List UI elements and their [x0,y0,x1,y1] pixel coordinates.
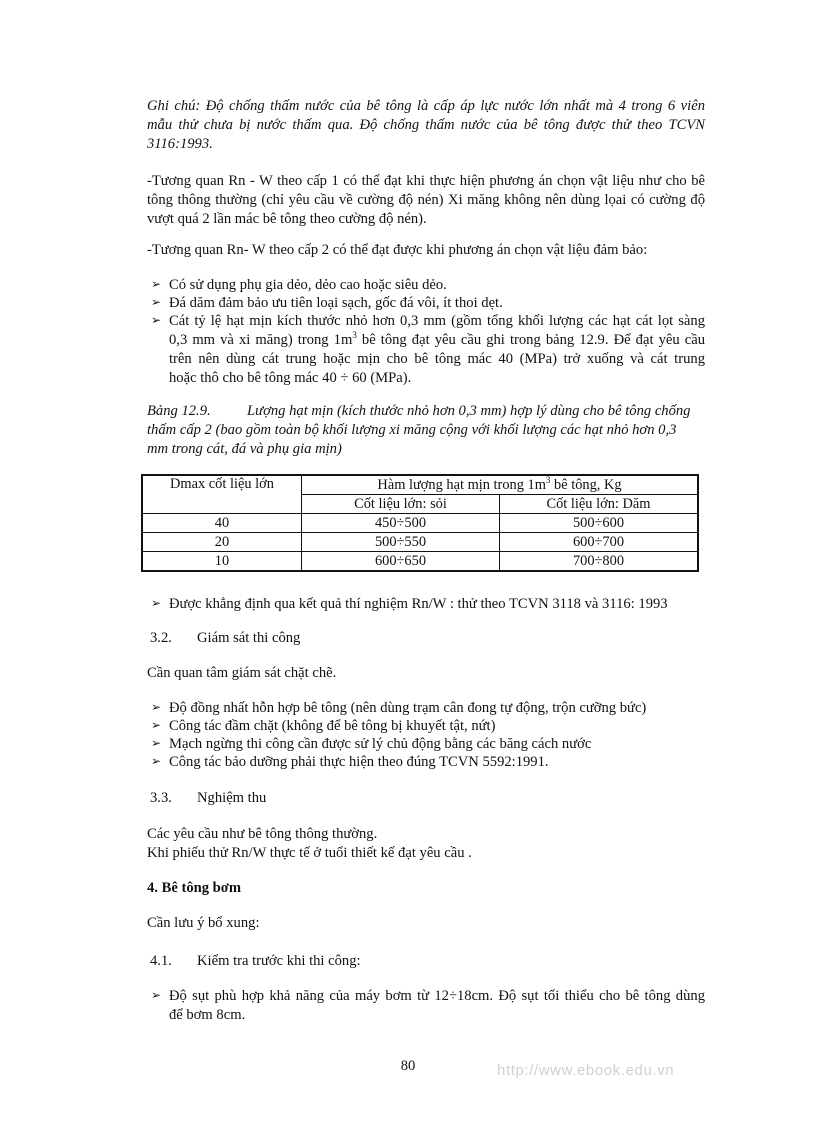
table-caption [147,402,705,459]
table-row [142,533,698,552]
table-header-cell: Dmax cốt liệu lớn [142,475,302,514]
paragraph-level2: -Tương quan Rn- W theo cấp 2 có thể đạt được khi phương án chọn vật liệu đảm bảo: [147,242,648,258]
paragraph: Cần quan tâm giám sát chặt chẽ. [147,665,337,681]
superscript: 3 [545,474,551,485]
caption-line: thấm cấp 2 (bao gồm toàn bộ khối lượng xi măng cộng với khối lượng các hạt nhỏ hơn 0,3 [147,422,677,438]
arrow-bullet-icon: ➢ [151,295,162,309]
arrow-bullet-icon: ➢ [151,277,162,291]
list-item-line: để bơm 8cm. [169,1007,246,1023]
paragraph-line: Các yêu cầu như bê tông thông thường. [147,826,378,842]
text-fragment: bê tông đạt yêu cầu ghi trong bảng 12.9. Để đạt yêu cầu [356,332,705,348]
section-number: 4 [147,880,155,896]
section-heading-4-1 [150,953,361,970]
paragraph-level1 [147,172,705,229]
arrow-bullet-icon: ➢ [151,736,162,750]
arrow-bullet-icon: ➢ [151,754,162,768]
section-title: Giám sát thi công [197,630,301,646]
list-item-text: Công tác đầm chặt (không để bê tông bị khuyết tật, nứt) [169,718,496,734]
paragraph-line: tông thông thường (chỉ yêu cầu về cường độ nén) Xi măng không nên dùng lọai có cường độ [147,192,705,208]
note-line: mẫu thử chưa bị nước thấm qua. Độ chống thấm nước của bê tông được thử theo TCVN [147,117,705,133]
fines-content-table [141,474,699,572]
text-fragment: bê tông, Kg [550,476,622,493]
table-cell: 20 [142,533,302,552]
watermark: http://www.ebook.edu.vn [497,1062,675,1079]
list-item-text: Đá dăm đảm bảo ưu tiên loại sạch, gốc đá vôi, ít thoi dẹt. [169,295,503,311]
section-title: Kiểm tra trước khi thi công: [197,953,361,969]
section-number: 3.2. [150,630,172,646]
list-item-continuation [169,331,705,388]
paragraph [147,825,472,863]
list-item-text: Công tác bảo dưỡng phải thực hiện theo đúng TCVN 5592:1991. [169,754,549,770]
note-paragraph [147,97,705,154]
caption-line: mm trong cát, đá và phụ gia mịn) [147,441,342,457]
arrow-bullet-icon: ➢ [151,596,162,610]
list-item-text: Độ sụt phù hợp khả năng của máy bơm từ 12÷18cm. Độ sụt tối thiểu cho bê tông dùng [169,988,705,1004]
page-number: 80 [400,1058,416,1074]
list-item-text: Độ đồng nhất hỗn hợp bê tông (nên dùng trạm cân đong tự động, trộn cưỡng bức) [169,700,647,716]
section-title: . Bê tông bơm [154,880,242,896]
table-cell: 600÷650 [302,552,500,572]
list-item-text: Có sử dụng phụ gia dẻo, dẻo cao hoặc siêu dẻo. [169,277,447,293]
section-number: 4.1. [150,953,172,969]
table-cell: 450÷500 [302,514,500,533]
table-cell: 500÷600 [500,514,699,533]
arrow-bullet-icon: ➢ [151,700,162,714]
section-title: Nghiệm thu [197,790,267,806]
table-header-cell: Cốt liệu lớn: Dăm [500,495,699,514]
superscript: 3 [352,330,357,341]
paragraph-line: Khi phiếu thử Rn/W thực tế ở tuổi thiết kế đạt yêu cầu . [147,845,472,861]
table-cell: 600÷700 [500,533,699,552]
table-cell: 500÷550 [302,533,500,552]
table-row [142,514,698,533]
list-item-line [169,331,705,350]
text-fragment: Hàm lượng hạt mịn trong 1m [377,476,546,493]
table-row [142,552,698,572]
caption-line [147,402,705,421]
list-item-text: Cát tỷ lệ hạt mịn kích thước nhỏ hơn 0,3 mm (gồm tổng khối lượng các hạt cát lọt sàng [169,313,705,329]
section-heading-4 [147,880,241,897]
table-cell: 40 [142,514,302,533]
table-cell: 700÷800 [500,552,699,572]
arrow-bullet-icon: ➢ [151,718,162,732]
caption-label: Bảng 12.9. [147,403,211,419]
table-header-row [142,475,698,495]
paragraph-line: vượt quá 2 lần mác bê tông theo cường độ nén). [147,211,427,227]
note-line: 3116:1993. [147,136,213,152]
paragraph: Cần lưu ý bổ xung: [147,915,260,931]
section-number: 3.3. [150,790,172,806]
arrow-bullet-icon: ➢ [151,313,162,327]
note-line: Ghi chú: Độ chống thấm nước của bê tông là cấp áp lực nước lớn nhất mà 4 trong 6 viên [147,98,705,114]
table-header-cell: Cốt liệu lớn: sỏi [302,495,500,514]
list-item-line: trên nên dùng cát trung hoặc mịn cho bê tông mác 40 (MPa) trở xuống và cát trung [169,351,705,367]
list-item-text: Mạch ngừng thi công cần được sử lý chủ động bằng các băng cách nước [169,736,592,752]
list-item-text: Được khẳng định qua kết quả thí nghiệm Rn/W : thử theo TCVN 3118 và 3116: 1993 [169,596,668,612]
list-item-line: hoặc thô cho bê tông mác 40 ÷ 60 (MPa). [169,370,412,386]
text-fragment: 0,3 mm và xi măng) trong 1m [169,332,353,348]
section-heading-3-3 [150,790,267,807]
paragraph-line: -Tương quan Rn - W theo cấp 1 có thể đạt khi thực hiện phương án chọn vật liệu như cho bê [147,173,705,189]
section-heading-3-2 [150,630,301,647]
table-header-cell [302,475,699,495]
caption-text: Lượng hạt mịn (kích thước nhỏ hơn 0,3 mm) hợp lý dùng cho bê tông chống [247,403,691,419]
arrow-bullet-icon: ➢ [151,988,162,1002]
table-cell: 10 [142,552,302,572]
